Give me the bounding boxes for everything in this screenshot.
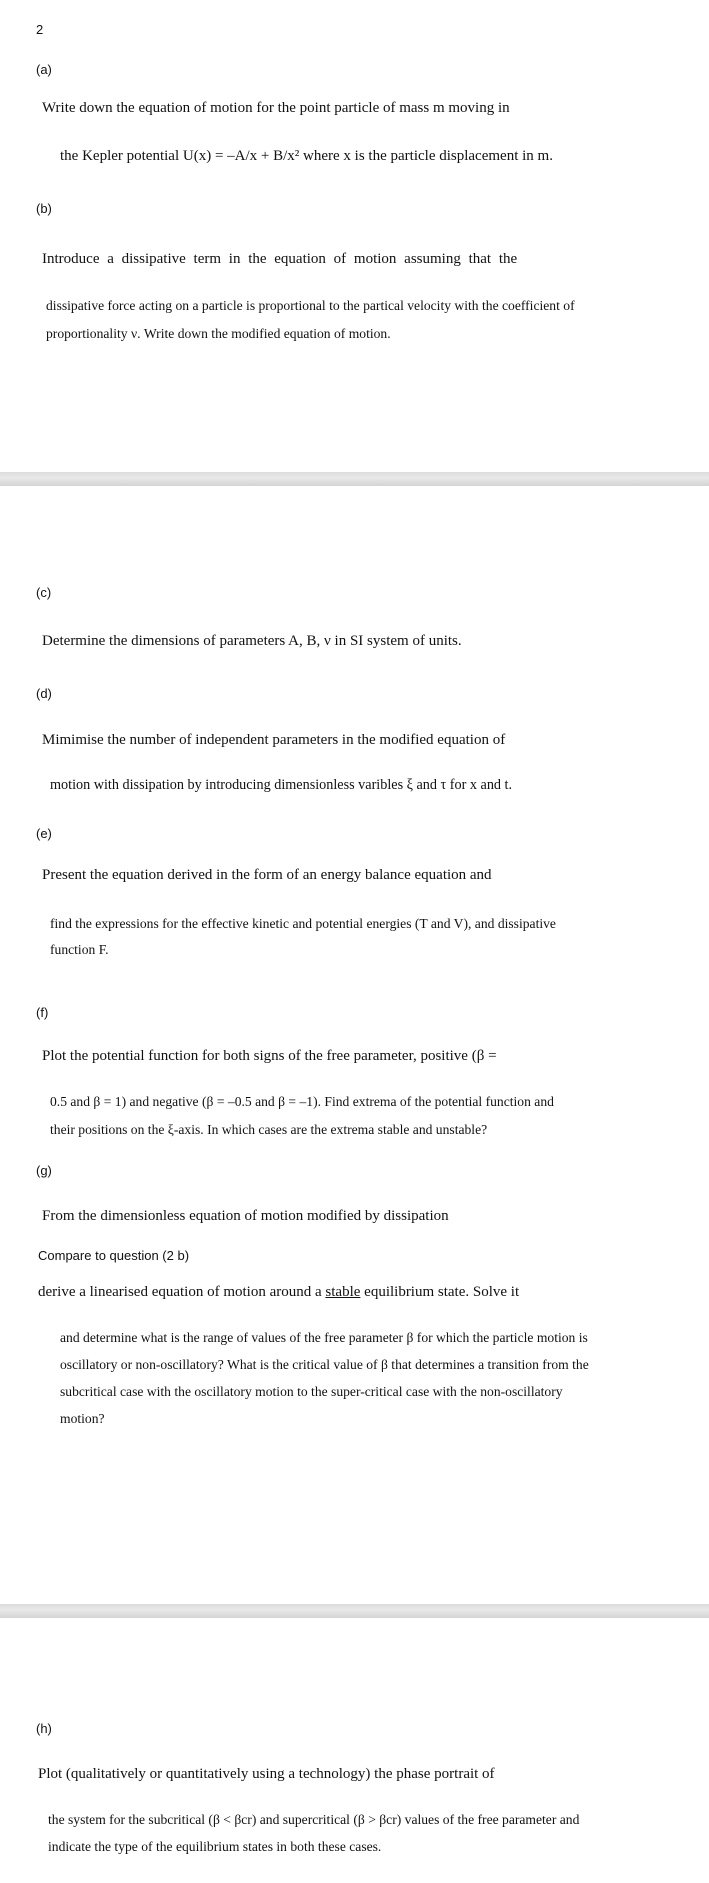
part-f-text-2: 0.5 and β = 1) and negative (β = –0.5 and β = –1). Find extrema of the potential function and [50, 1094, 554, 1109]
part-b-label: (b) [36, 201, 52, 216]
part-f-text-3: their positions on the ξ-axis. In which cases are the extrema stable and unstable? [50, 1122, 488, 1137]
part-f-text-1: Plot the potential function for both signs of the free parameter, positive (β = [42, 1048, 497, 1064]
part-h-text-2: the system for the subcritical (β < βcr) and supercritical (β > βcr) values of the free parameter and [48, 1812, 580, 1827]
part-d-label: (d) [36, 686, 52, 701]
part-e-text-2: find the expressions for the effective kinetic and potential energies (T and V), and dissipative [50, 916, 556, 931]
part-g-label: (g) [36, 1163, 52, 1178]
part-g-text-5: subcritical case with the oscillatory motion to the super-critical case with the non-oscillatory [60, 1384, 563, 1399]
part-a-label: (a) [36, 62, 52, 77]
part-g-compare-note: Compare to question (2 b) [38, 1248, 190, 1263]
page-separator-2 [0, 1604, 709, 1618]
part-g-text-2b: equilibrium state. Solve it [360, 1284, 520, 1300]
part-h-text-3: indicate the type of the equilibrium states in both these cases. [48, 1839, 382, 1854]
part-d-text-1: Mimimise the number of independent parameters in the modified equation of [42, 732, 506, 748]
part-e-text-3: function F. [50, 942, 109, 957]
part-g-text-3: and determine what is the range of values of the free parameter β for which the particle motion is [60, 1330, 588, 1345]
question-number: 2 [36, 22, 44, 37]
part-g-text-2 [38, 1278, 519, 1306]
part-b-text-2: dissipative force acting on a particle is proportional to the partical velocity with the coefficient of [46, 298, 575, 313]
part-g-text-2a: derive a linearised equation of motion around a [38, 1284, 326, 1300]
part-c-text-1: Determine the dimensions of parameters A, B, ν in SI system of units. [42, 633, 462, 649]
part-d-text-2: motion with dissipation by introducing dimensionless varibles ξ and τ for x and t. [50, 777, 513, 793]
part-f-label: (f) [36, 1005, 49, 1020]
part-e-text-1: Present the equation derived in the form of an energy balance equation and [42, 867, 492, 883]
part-b-text-1: Introduce a dissipative term in the equation of motion assuming that the [42, 251, 518, 267]
part-c-label: (c) [36, 585, 52, 600]
stable-underlined: stable [325, 1284, 361, 1300]
part-e-label: (e) [36, 826, 52, 841]
page-separator [0, 472, 709, 486]
part-g-text-4: oscillatory or non-oscillatory? What is the critical value of β that determines a transition from the [60, 1357, 589, 1372]
part-g-text-1: From the dimensionless equation of motion modified by dissipation [42, 1208, 449, 1224]
part-a-text-1: Write down the equation of motion for the point particle of mass m moving in [42, 100, 510, 116]
part-g-text-6: motion? [60, 1411, 105, 1426]
part-a-text-2: the Kepler potential U(x) = –A/x + B/x² where x is the particle displacement in m. [60, 148, 553, 164]
part-h-label: (h) [36, 1721, 52, 1736]
part-b-text-3: proportionality ν. Write down the modified equation of motion. [46, 326, 391, 341]
part-h-text-1: Plot (qualitatively or quantitatively using a technology) the phase portrait of [38, 1766, 495, 1782]
